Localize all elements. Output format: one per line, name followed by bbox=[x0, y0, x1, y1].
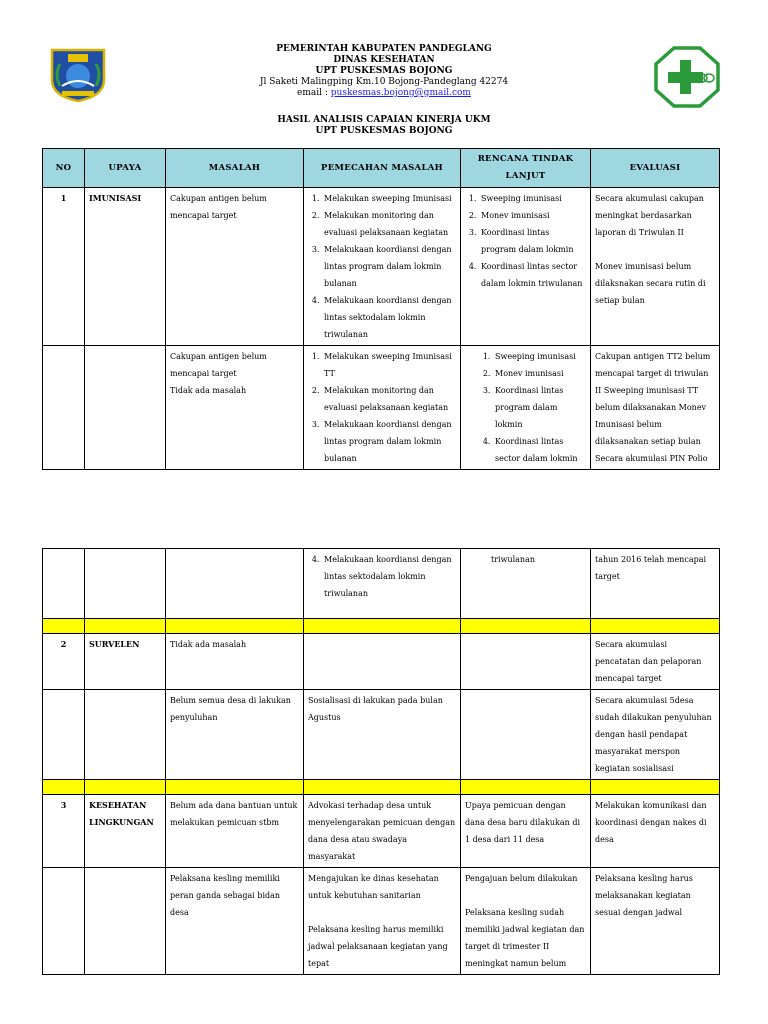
evaluasi-text: Monev imunisasi belum dilaksnakan secara rutin di setiap bulan bbox=[595, 262, 706, 305]
row-evaluasi bbox=[591, 188, 720, 346]
row-masalah: Belum ada dana bantuan untuk melakukan pemicuan stbm bbox=[166, 795, 304, 868]
list-item: 1. Sweeping imunisasi bbox=[479, 190, 586, 207]
pemecahan-list bbox=[308, 190, 456, 343]
row-evaluasi: Cakupan antigen TT2 belum mencapai target di triwulan II Sweeping imunisasi TT belum dilaksanakan Monev Imunisasi belum dilaksanakan setiap bulan Secara akumulasi PIN Polio bbox=[591, 346, 720, 470]
row-number: 3 bbox=[43, 795, 85, 868]
upaya-text: KESEHATAN bbox=[89, 800, 147, 810]
row-rencana bbox=[461, 346, 591, 470]
row-number: 1 bbox=[43, 188, 85, 346]
row-upaya bbox=[85, 690, 166, 780]
masalah-text: Tidak ada masalah bbox=[170, 386, 247, 395]
evaluasi-text: Secara akumulasi cakupan meningkat berdasarkan laporan di Triwulan II bbox=[595, 194, 704, 237]
row-evaluasi: Melakukan komunikasi dan koordinasi dengan nakes di desa bbox=[591, 795, 720, 868]
pemecahan-text: Pelaksana kesling harus memiliki jadwal pelaksanaan kegiatan yang tepat bbox=[308, 925, 448, 968]
rencana-text: triwulanan bbox=[491, 555, 535, 564]
ukm-analysis-table-page2 bbox=[42, 548, 720, 975]
row-evaluasi: Pelaksana kesling harus melaksanakan kegiatan sesuai dengan jadwal bbox=[591, 868, 720, 975]
list-item: 1. Sweeping imunisasi bbox=[493, 348, 586, 365]
row-rencana: Upaya pemicuan dengan dana desa baru dilakukan di 1 desa dari 11 desa bbox=[461, 795, 591, 868]
list-item: 1. Melakukan sweeping Imunisasi TT bbox=[322, 348, 456, 382]
row-rencana bbox=[461, 188, 591, 346]
rencana-list bbox=[465, 190, 586, 292]
row-rencana bbox=[461, 690, 591, 780]
table-row bbox=[43, 795, 720, 868]
col-header-rencana: RENCANA TINDAK LANJUT bbox=[461, 149, 591, 188]
puskesmas-logo bbox=[654, 46, 720, 108]
row-pemecahan: Sosialisasi di lakukan pada bulan Agustus bbox=[304, 690, 461, 780]
list-item: 1. Melakukan sweeping Imunisasi bbox=[322, 190, 456, 207]
row-pemecahan bbox=[304, 634, 461, 690]
report-title-line2: UPT PUSKESMAS BOJONG bbox=[315, 126, 453, 136]
list-item: 4. Melakukaan koordiansi dengan lintas sektodalam lokmin triwulanan bbox=[322, 551, 456, 602]
row-rencana bbox=[461, 634, 591, 690]
row-masalah: Cakupan antigen belum mencapai target bbox=[166, 188, 304, 346]
table-row bbox=[43, 868, 720, 975]
row-number: 2 bbox=[43, 634, 85, 690]
pemecahan-text: Mengajukan ke dinas kesehatan untuk kebutuhan sanitarian bbox=[308, 874, 439, 900]
row-number bbox=[43, 549, 85, 619]
report-title-line1: HASIL ANALISIS CAPAIAN KINERJA UKM bbox=[277, 115, 491, 125]
row-upaya: IMUNISASI bbox=[85, 188, 166, 346]
list-item: 3. Melakukaan koordiansi dengan lintas program dalam lokmin bulanan bbox=[322, 416, 456, 467]
rencana-list bbox=[465, 348, 586, 467]
email-label: email : bbox=[297, 88, 331, 98]
list-item: 2. Monev imunisasi bbox=[479, 207, 586, 224]
row-upaya bbox=[85, 795, 166, 868]
letterhead-government: PEMERINTAH KABUPATEN PANDEGLANG bbox=[276, 44, 492, 54]
row-number bbox=[43, 690, 85, 780]
ukm-analysis-table-page1 bbox=[42, 148, 720, 470]
list-item: 2. Monev imunisasi bbox=[493, 365, 586, 382]
row-pemecahan bbox=[304, 346, 461, 470]
masalah-text: Cakupan antigen belum mencapai target bbox=[170, 352, 267, 378]
row-rencana bbox=[461, 549, 591, 619]
table-row bbox=[43, 690, 720, 780]
list-item: 4. Koordinasi lintas sector dalam lokmin bbox=[493, 433, 586, 467]
row-pemecahan bbox=[304, 188, 461, 346]
col-header-no: NO bbox=[43, 149, 85, 188]
section-separator-row bbox=[43, 780, 720, 795]
row-masalah: Belum semua desa di lakukan penyuluhan bbox=[166, 690, 304, 780]
row-masalah: Pelaksana kesling memiliki peran ganda sebagai bidan desa bbox=[166, 868, 304, 975]
col-header-upaya: UPAYA bbox=[85, 149, 166, 188]
list-item: 4. Melakukaan koordiansi dengan lintas sektodalam lokmin triwulanan bbox=[322, 292, 456, 343]
row-evaluasi: Secara akumulasi pencatatan dan pelaporan mencapai target bbox=[591, 634, 720, 690]
pemecahan-list bbox=[308, 348, 456, 467]
row-pemecahan bbox=[304, 549, 461, 619]
row-evaluasi: tahun 2016 telah mencapai target bbox=[591, 549, 720, 619]
row-masalah: Tidak ada masalah bbox=[166, 634, 304, 690]
report-title bbox=[0, 115, 768, 137]
row-upaya bbox=[85, 549, 166, 619]
list-item: 4. Koordinasi lintas sector dalam lokmin triwulanan bbox=[479, 258, 586, 292]
upaya-text: LINGKUNGAN bbox=[89, 817, 154, 827]
row-masalah bbox=[166, 549, 304, 619]
row-evaluasi: Secara akumulasi 5desa sudah dilakukan penyuluhan dengan hasil pendapat masyarakat merspon kegiatan sosialisasi bbox=[591, 690, 720, 780]
list-item: 3. Koordinasi lintas program dalam lokmin bbox=[493, 382, 586, 433]
letterhead bbox=[0, 44, 768, 99]
list-item: 2. Melakukan monitoring dan evaluasi pelaksanaan kegiatan bbox=[322, 207, 456, 241]
row-number bbox=[43, 868, 85, 975]
row-number bbox=[43, 346, 85, 470]
rencana-text: Pelaksana kesling sudah memiliki jadwal kegiatan dan target di trimester II meningkat namun belum bbox=[465, 908, 585, 968]
row-rencana bbox=[461, 868, 591, 975]
table-header-row bbox=[43, 149, 720, 188]
letterhead-email-line bbox=[0, 88, 768, 99]
table-row bbox=[43, 634, 720, 690]
col-header-masalah: MASALAH bbox=[166, 149, 304, 188]
col-header-pemecahan: PEMECAHAN MASALAH bbox=[304, 149, 461, 188]
letterhead-institution: UPT PUSKESMAS BOJONG bbox=[315, 66, 453, 76]
row-pemecahan: Advokasi terhadap desa untuk menyelengarakan pemicuan dengan dana desa atau swadaya masyarakat bbox=[304, 795, 461, 868]
letterhead-department: DINAS KESEHATAN bbox=[333, 55, 435, 65]
letterhead-address: Jl Saketi Malingping Km.10 Bojong-Pandeglang 42274 bbox=[259, 77, 509, 87]
row-upaya bbox=[85, 346, 166, 470]
row-upaya: SURVELEN bbox=[85, 634, 166, 690]
pemecahan-list bbox=[308, 551, 456, 602]
row-upaya bbox=[85, 868, 166, 975]
table-row bbox=[43, 549, 720, 619]
table-row bbox=[43, 346, 720, 470]
list-item: 2. Melakukan monitoring dan evaluasi pelaksanaan kegiatan bbox=[322, 382, 456, 416]
rencana-text: Pengajuan belum dilakukan bbox=[465, 874, 578, 883]
row-pemecahan bbox=[304, 868, 461, 975]
section-separator-row bbox=[43, 619, 720, 634]
list-item: 3. Koordinasi lintas program dalam lokmin bbox=[479, 224, 586, 258]
email-link[interactable]: puskesmas.bojong@gmail.com bbox=[330, 88, 471, 98]
row-masalah bbox=[166, 346, 304, 470]
list-item: 3. Melakukaan koordiansi dengan lintas program dalam lokmin bulanan bbox=[322, 241, 456, 292]
col-header-evaluasi: EVALUASI bbox=[591, 149, 720, 188]
table-row bbox=[43, 188, 720, 346]
